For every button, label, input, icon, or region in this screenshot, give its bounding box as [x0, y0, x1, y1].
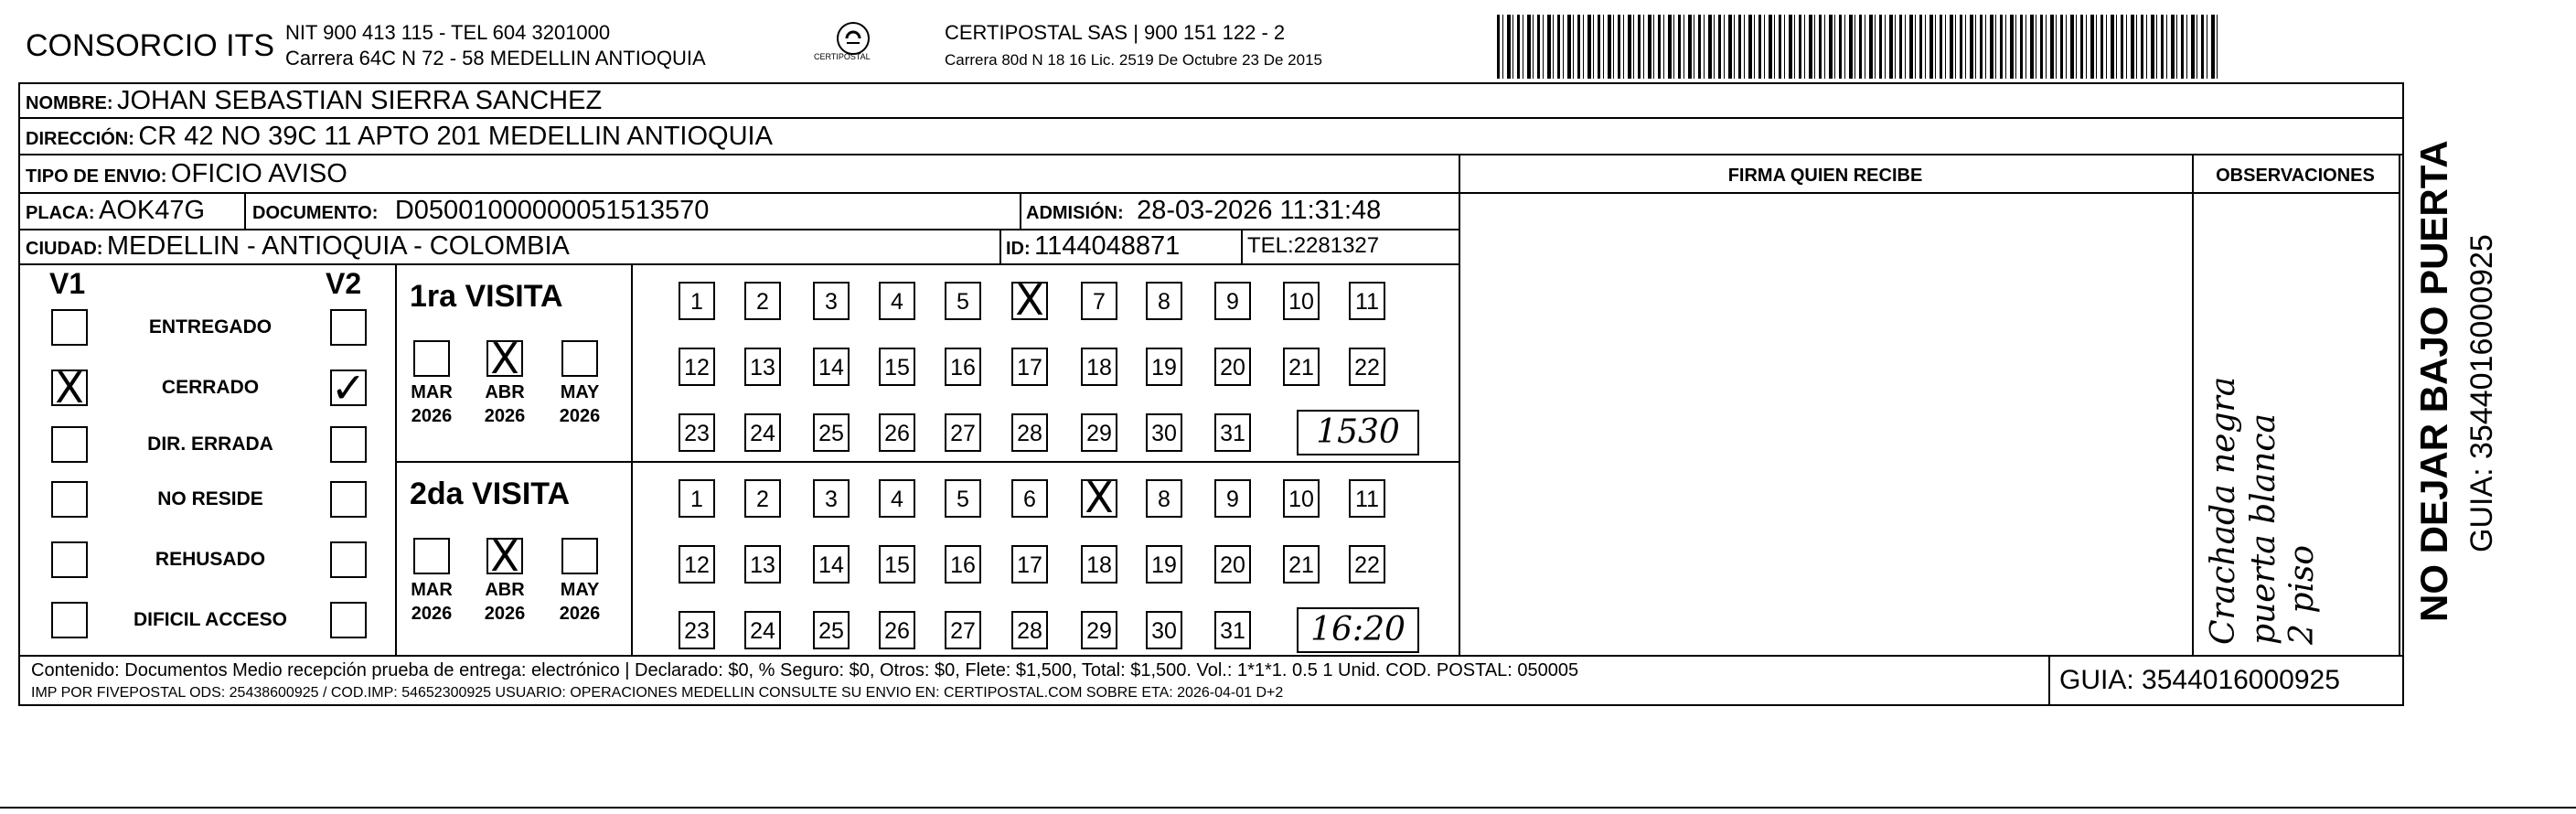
footer-imp: IMP POR FIVEPOSTAL ODS: 25438600925 / COD.IMP: 54652300925 USUARIO: OPERACIONES MEDELLIN CONSULTE SU ENVIO EN: CERTIPOSTAL.COM SOBRE ETA: 2026-04-01 D+2	[31, 685, 1284, 701]
observation-note-line: 2 piso	[2283, 544, 2321, 645]
day-box[interactable]: 27	[945, 611, 981, 649]
day-box[interactable]: 9	[1214, 282, 1251, 320]
status-option-label: REHUSADO	[155, 549, 266, 570]
year-label: 2026	[484, 406, 526, 426]
day-check-mark: X	[1015, 275, 1044, 325]
tel-value: 2281327	[1293, 233, 1380, 258]
observaciones-header: OBSERVACIONES	[2216, 166, 2375, 186]
direccion-label: DIRECCIÓN:	[26, 129, 134, 149]
day-box[interactable]: 8	[1146, 479, 1182, 518]
time-value: 1530	[1316, 413, 1400, 451]
day-box[interactable]: 30	[1146, 611, 1182, 649]
month-label: ABR	[485, 382, 525, 402]
day-box[interactable]: 22	[1349, 545, 1385, 584]
status-option-label: DIFICIL ACCESO	[133, 609, 287, 630]
day-box[interactable]: 5	[945, 282, 981, 320]
day-box[interactable]: 26	[879, 611, 915, 649]
month-label: ABR	[485, 580, 525, 600]
documento-label: DOCUMENTO:	[252, 203, 379, 223]
day-box[interactable]: 25	[813, 413, 850, 452]
ciudad-field	[26, 230, 570, 267]
day-box[interactable]: 8	[1146, 282, 1182, 320]
day-box[interactable]: 28	[1011, 611, 1048, 649]
status-option-label: DIR. ERRADA	[147, 434, 273, 455]
day-box[interactable]: 11	[1349, 479, 1385, 518]
day-box[interactable]: 15	[879, 545, 915, 584]
day-box[interactable]: 6	[1011, 479, 1048, 518]
day-box[interactable]: 28	[1011, 413, 1048, 452]
day-box[interactable]: 2	[744, 282, 781, 320]
admision-label: ADMISIÓN:	[1026, 203, 1124, 223]
year-label: 2026	[559, 406, 601, 426]
day-box[interactable]: 18	[1081, 348, 1117, 386]
firma-header: FIRMA QUIEN RECIBE	[1727, 166, 1923, 186]
carrier-address: Carrera 80d N 18 16 Lic. 2519 De Octubre 23 De 2015	[945, 51, 1322, 69]
v2-checkbox[interactable]	[330, 309, 367, 346]
documento-value: D05001000000051513570	[394, 196, 710, 225]
day-box[interactable]: 29	[1081, 611, 1117, 649]
month-checkbox[interactable]	[561, 340, 598, 377]
year-label: 2026	[559, 604, 601, 624]
placa-value: AOK47G	[99, 196, 206, 225]
id-field	[1006, 230, 1180, 267]
day-box[interactable]: 5	[945, 479, 981, 518]
day-box[interactable]: 24	[744, 413, 781, 452]
day-box[interactable]: 25	[813, 611, 850, 649]
day-box[interactable]: 20	[1214, 348, 1251, 386]
status-option-label: NO RESIDE	[157, 488, 263, 509]
day-box[interactable]: 30	[1146, 413, 1182, 452]
day-box[interactable]: 17	[1011, 545, 1048, 584]
v1-check-mark: X	[55, 363, 84, 412]
year-label: 2026	[411, 406, 453, 426]
month-check-mark: X	[490, 531, 519, 581]
observation-note-line: puerta blanca	[2245, 413, 2282, 645]
day-box[interactable]: 3	[813, 479, 850, 518]
day-box[interactable]: 16	[945, 348, 981, 386]
day-box[interactable]: 23	[679, 611, 715, 649]
v1-checkbox[interactable]	[51, 602, 88, 638]
nombre-field	[26, 84, 602, 122]
day-box[interactable]: 7	[1081, 282, 1117, 320]
admision-value: 28-03-2026 11:31:48	[1137, 196, 1382, 225]
day-box[interactable]: 19	[1146, 348, 1182, 386]
tipo-label: TIPO DE ENVIO:	[26, 166, 167, 187]
day-check-mark: X	[1085, 473, 1114, 522]
month-label: MAY	[560, 382, 600, 402]
year-label: 2026	[484, 604, 526, 624]
month-check-mark: X	[490, 334, 519, 383]
logo-caption: CERTIPOSTAL	[814, 52, 871, 61]
direccion-field	[26, 120, 773, 157]
day-box[interactable]: 23	[679, 413, 715, 452]
month-checkbox[interactable]	[413, 340, 450, 377]
day-box[interactable]: 18	[1081, 545, 1117, 584]
day-box[interactable]: 14	[813, 545, 850, 584]
day-box[interactable]: 12	[679, 545, 715, 584]
day-box[interactable]: 14	[813, 348, 850, 386]
day-box[interactable]: 15	[879, 348, 915, 386]
day-box[interactable]: 13	[744, 348, 781, 386]
placa-label: PLACA:	[26, 203, 95, 223]
day-box[interactable]: 20	[1214, 545, 1251, 584]
day-box[interactable]: 16	[945, 545, 981, 584]
footer-contenido: Contenido: Documentos Medio recepción prueba de entrega: electrónico | Declarado: $0, % Seguro: $0, Otros: $0, Flete: $1,500, Total: $1,500. Vol.: 1*1*1. 0.5 1 Unid. COD. POSTAL: 050005	[31, 660, 1579, 680]
side-warning: NO DEJAR BAJO PUERTA	[2412, 140, 2455, 622]
v2-checkbox[interactable]	[330, 602, 367, 638]
day-box[interactable]: 19	[1146, 545, 1182, 584]
day-box[interactable]: 31	[1214, 611, 1251, 649]
v2-header: V2	[326, 267, 362, 300]
day-box[interactable]: 31	[1214, 413, 1251, 452]
month-checkbox[interactable]	[561, 538, 598, 574]
month-label: MAY	[560, 580, 600, 600]
tel-label: TEL:	[1247, 233, 1294, 258]
company-name: CONSORCIO ITS	[26, 28, 275, 63]
company-nit: NIT 900 413 115 - TEL 604 3201000	[285, 21, 611, 44]
v2-checkbox[interactable]	[330, 541, 367, 578]
v2-checkbox[interactable]	[330, 481, 367, 518]
company-address: Carrera 64C N 72 - 58 MEDELLIN ANTIOQUIA	[285, 47, 706, 70]
documento-field	[252, 194, 709, 231]
carrier-name: CERTIPOSTAL SAS | 900 151 122 - 2	[945, 21, 1286, 44]
v1-checkbox[interactable]	[51, 426, 88, 463]
v2-checkbox[interactable]	[330, 426, 367, 463]
day-box[interactable]: 1	[679, 479, 715, 518]
month-label: MAR	[411, 580, 453, 600]
v1-checkbox[interactable]	[51, 541, 88, 578]
tipo-value: OFICIO AVISO	[170, 159, 347, 188]
id-value: 1144048871	[1034, 231, 1181, 261]
day-box[interactable]: 22	[1349, 348, 1385, 386]
status-option-label: CERRADO	[161, 377, 260, 398]
v1-checkbox[interactable]	[51, 309, 88, 346]
day-box[interactable]: 17	[1011, 348, 1048, 386]
year-label: 2026	[411, 604, 453, 624]
nombre-value: JOHAN SEBASTIAN SIERRA SANCHEZ	[117, 86, 603, 115]
day-box[interactable]: 21	[1283, 545, 1320, 584]
month-label: MAR	[411, 382, 453, 402]
visit-title: 1ra VISITA	[410, 279, 563, 314]
day-box[interactable]: 2	[744, 479, 781, 518]
observation-note-line: Crachada negra	[2205, 376, 2242, 645]
tel-field	[1247, 230, 1379, 265]
placa-field	[26, 194, 205, 231]
tipo-field	[26, 157, 347, 195]
ciudad-value: MEDELLIN - ANTIOQUIA - COLOMBIA	[106, 231, 570, 261]
day-box[interactable]: 10	[1283, 282, 1320, 320]
direccion-value: CR 42 NO 39C 11 APTO 201 MEDELLIN ANTIOQUIA	[138, 122, 773, 151]
day-box[interactable]: 1	[679, 282, 715, 320]
day-box[interactable]: 11	[1349, 282, 1385, 320]
day-box[interactable]: 13	[744, 545, 781, 584]
day-box[interactable]: 4	[879, 282, 915, 320]
day-box[interactable]: 4	[879, 479, 915, 518]
visit-title: 2da VISITA	[410, 477, 571, 511]
day-box[interactable]: 26	[879, 413, 915, 452]
day-box[interactable]: 21	[1283, 348, 1320, 386]
side-guia: GUIA: 3544016000925	[2464, 234, 2499, 552]
day-box[interactable]: 9	[1214, 479, 1251, 518]
barcode	[1497, 15, 2219, 79]
v2-check-mark: ✓	[330, 363, 367, 412]
footer-guia: GUIA: 3544016000925	[2059, 665, 2340, 695]
nombre-label: NOMBRE:	[26, 93, 113, 113]
month-checkbox[interactable]	[413, 538, 450, 574]
id-label: ID:	[1006, 239, 1031, 259]
v1-header: V1	[49, 267, 86, 300]
status-option-label: ENTREGADO	[148, 316, 273, 337]
ciudad-label: CIUDAD:	[26, 239, 103, 259]
admision-field	[1026, 194, 1381, 231]
day-box[interactable]: 10	[1283, 479, 1320, 518]
day-box[interactable]: 12	[679, 348, 715, 386]
day-box[interactable]: 27	[945, 413, 981, 452]
day-box[interactable]: 24	[744, 611, 781, 649]
day-box[interactable]: 29	[1081, 413, 1117, 452]
v1-checkbox[interactable]	[51, 481, 88, 518]
time-value: 16:20	[1310, 611, 1406, 648]
day-box[interactable]: 3	[813, 282, 850, 320]
